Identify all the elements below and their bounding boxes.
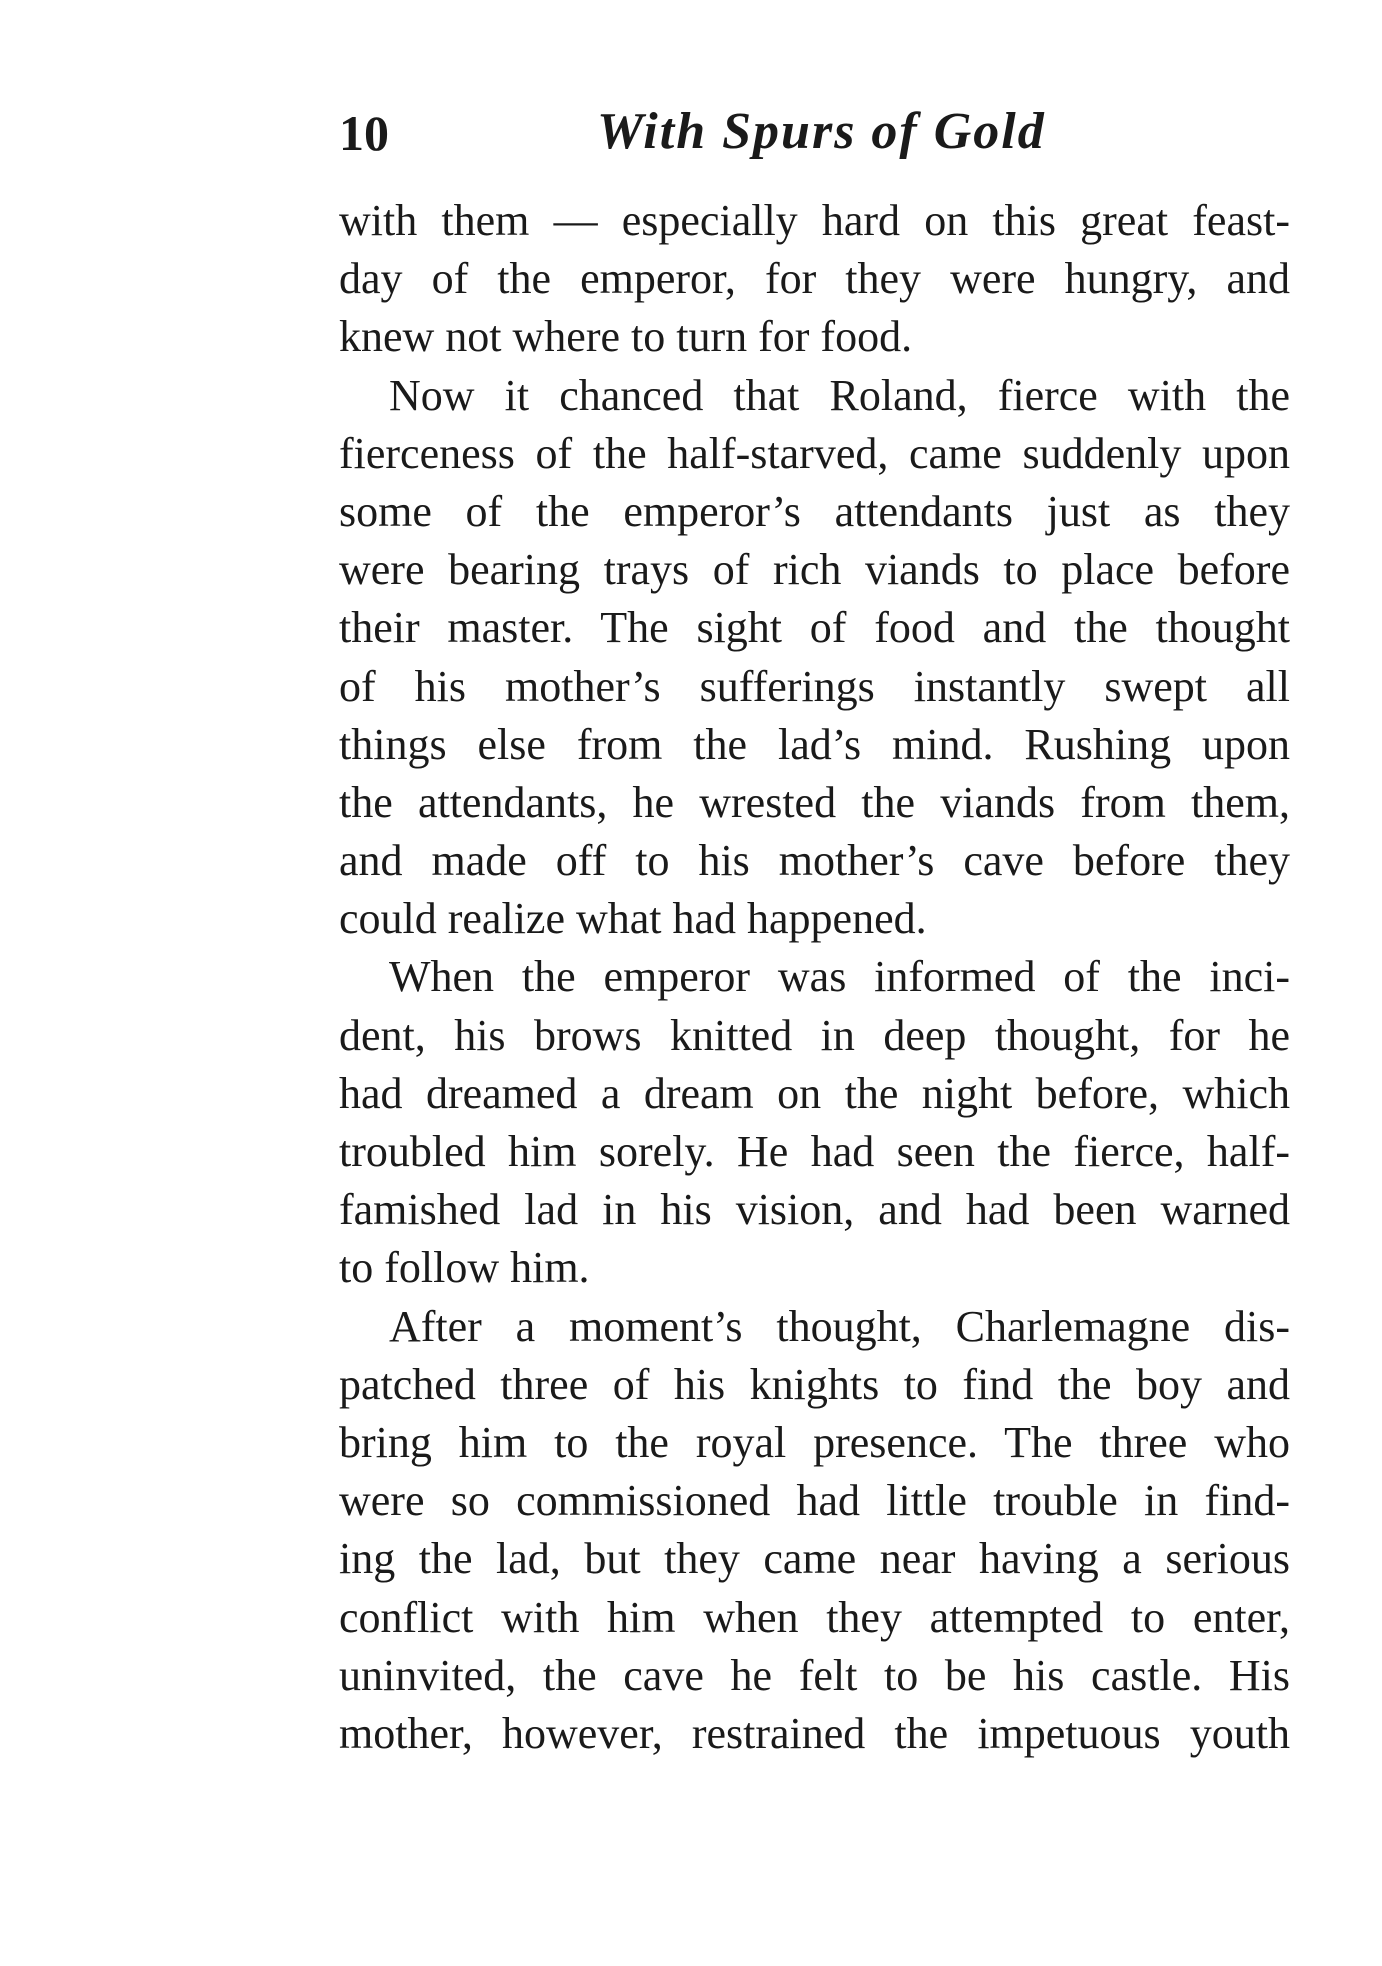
text-line: day of the emperor, for they were hungry, and	[339, 254, 1290, 304]
paragraph	[339, 1298, 1290, 1764]
text-line: bring him to the royal presence. The three who	[339, 1417, 1290, 1467]
text-line: knew not where to turn for food.	[339, 312, 913, 362]
text-line: were bearing trays of rich viands to place before	[339, 545, 1290, 595]
text-line: could realize what had happened.	[339, 894, 927, 944]
text-line: dent, his brows knitted in deep thought, for he	[339, 1010, 1290, 1060]
text-line: patched three of his knights to find the boy and	[339, 1359, 1290, 1409]
text-line: uninvited, the cave he felt to be his castle. His	[339, 1650, 1290, 1700]
paragraph	[339, 367, 1290, 949]
text-line: some of the emperor’s attendants just as they	[339, 486, 1290, 536]
running-head: With Spurs of Gold	[597, 103, 1046, 160]
body-text	[339, 192, 1290, 1763]
text-line: After a moment’s thought, Charlemagne dis-	[389, 1301, 1290, 1351]
paragraph	[339, 192, 1290, 367]
text-line: had dreamed a dream on the night before, which	[339, 1068, 1290, 1118]
text-line: famished lad in his vision, and had been warned	[339, 1185, 1290, 1235]
text-line: Now it chanced that Roland, fierce with the	[389, 370, 1290, 420]
text-line: mother, however, restrained the impetuous youth	[339, 1708, 1290, 1758]
text-line: When the emperor was informed of the inci-	[389, 952, 1290, 1002]
paragraph	[339, 948, 1290, 1297]
text-line: ing the lad, but they came near having a serious	[339, 1534, 1290, 1584]
text-line: fierceness of the half-starved, came suddenly upon	[339, 428, 1290, 478]
text-line: the attendants, he wrested the viands from them,	[339, 777, 1290, 827]
text-line: troubled him sorely. He had seen the fierce, half-	[339, 1127, 1290, 1176]
text-line: and made off to his mother’s cave before they	[339, 836, 1290, 886]
page-number: 10	[339, 105, 389, 161]
text-line: with them — especially hard on this great feast-	[339, 196, 1290, 245]
text-line: conflict with him when they attempted to enter,	[339, 1592, 1290, 1642]
text-line: of his mother’s sufferings instantly swept all	[339, 661, 1290, 711]
text-line: their master. The sight of food and the thought	[339, 603, 1290, 653]
text-line: to follow him.	[339, 1243, 590, 1293]
text-line: things else from the lad’s mind. Rushing upon	[339, 719, 1290, 769]
text-line: were so commissioned had little trouble in find-	[339, 1476, 1290, 1526]
